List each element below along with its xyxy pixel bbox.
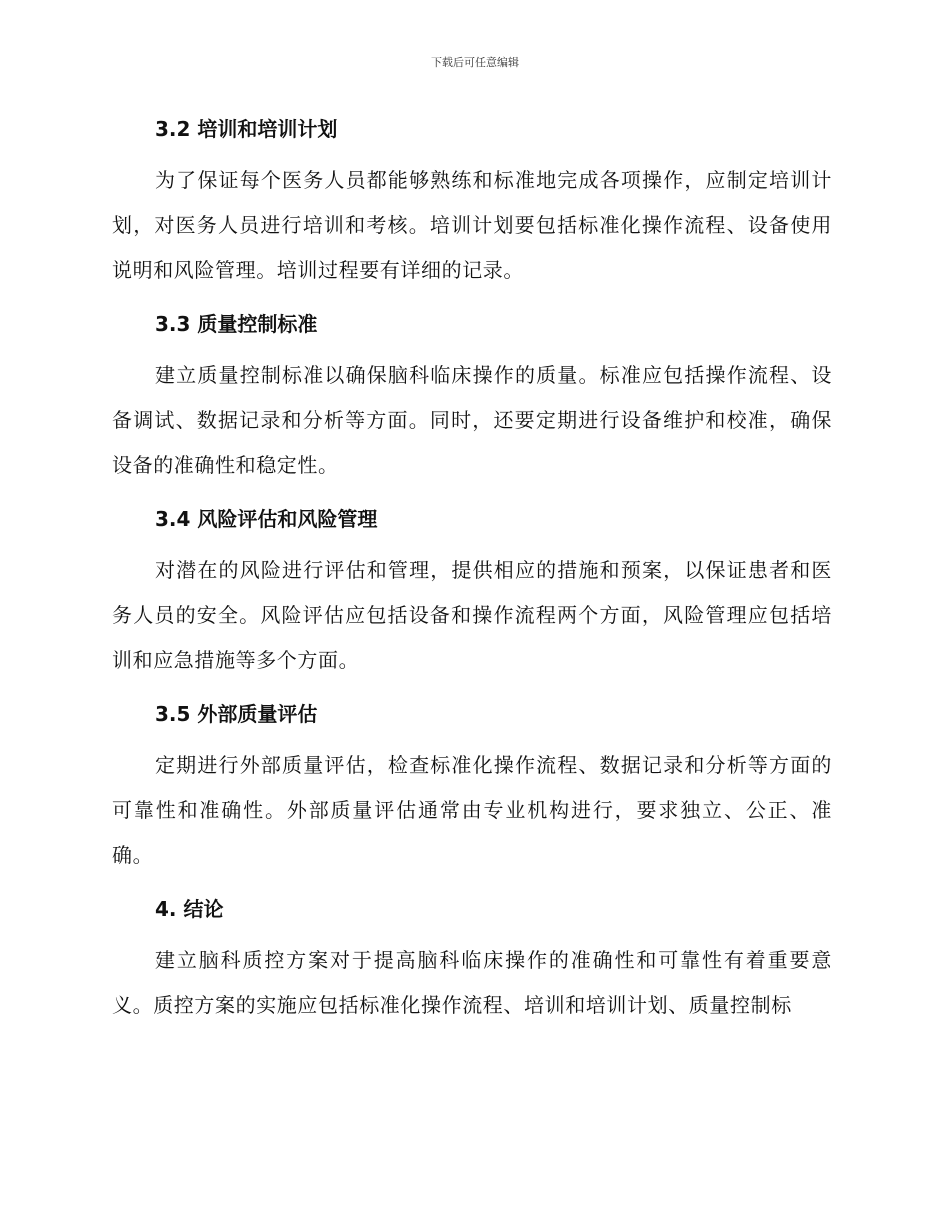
section-paragraph: 建立质量控制标准以确保脑科临床操作的质量。标准应包括操作流程、设备调试、数据记录和分析等方面。同时，还要定期进行设备维护和校准，确保设备的准确性和稳定性。 — [112, 363, 832, 477]
page-header-note: 下载后可任意编辑 — [431, 56, 519, 69]
section-risk-management — [112, 502, 832, 683]
document-body — [112, 112, 832, 1042]
section-quality-standards — [112, 307, 832, 488]
section-heading: 3.3 质量控制标准 — [155, 312, 318, 336]
section-paragraph: 为了保证每个医务人员都能够熟练和标准地完成各项操作，应制定培训计划，对医务人员进行培训和考核。培训计划要包括标准化操作流程、设备使用说明和风险管理。培训过程要有详细的记录。 — [112, 168, 832, 282]
section-heading: 3.2 培训和培训计划 — [155, 117, 338, 141]
section-paragraph: 建立脑科质控方案对于提高脑科临床操作的准确性和可靠性有着重要意义。质控方案的实施应包括标准化操作流程、培训和培训计划、质量控制标 — [112, 948, 832, 1017]
section-conclusion — [112, 892, 832, 1028]
section-paragraph: 定期进行外部质量评估，检查标准化操作流程、数据记录和分析等方面的可靠性和准确性。外部质量评估通常由专业机构进行，要求独立、公正、准确。 — [112, 753, 832, 867]
section-heading: 3.4 风险评估和风险管理 — [155, 507, 378, 531]
section-external-assessment — [112, 697, 832, 878]
section-paragraph: 对潜在的风险进行评估和管理，提供相应的措施和预案，以保证患者和医务人员的安全。风险评估应包括设备和操作流程两个方面，风险管理应包括培训和应急措施等多个方面。 — [112, 558, 832, 672]
section-heading: 4. 结论 — [155, 897, 224, 921]
section-heading: 3.5 外部质量评估 — [155, 702, 318, 726]
section-training-plan — [112, 112, 832, 293]
